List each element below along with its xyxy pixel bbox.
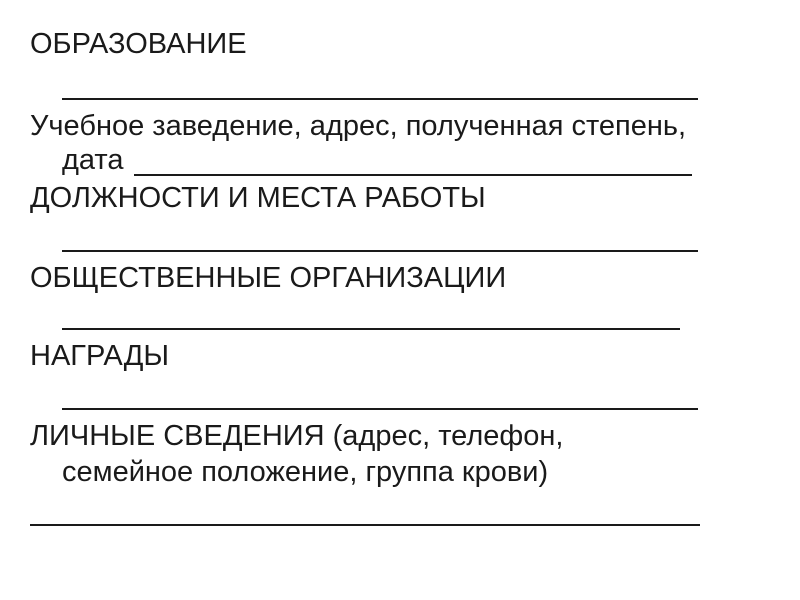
date-label: дата xyxy=(62,144,124,176)
personal-info-details: семейное положение, группа крови) xyxy=(62,456,549,488)
awards-fill-line xyxy=(62,408,698,410)
personal-info-heading: ЛИЧНЫЕ СВЕДЕНИЯ (адрес, телефон, xyxy=(30,420,564,452)
positions-fill-line xyxy=(62,250,698,252)
education-heading: ОБРАЗОВАНИЕ xyxy=(30,28,247,60)
positions-heading: ДОЛЖНОСТИ И МЕСТА РАБОТЫ xyxy=(30,182,486,214)
personal-info-fill-line xyxy=(30,524,700,526)
institution-label: Учебное заведение, адрес, полученная степень, xyxy=(30,110,687,142)
awards-heading: НАГРАДЫ xyxy=(30,340,170,372)
education-fill-line xyxy=(62,98,698,100)
date-fill-line xyxy=(134,174,692,176)
organizations-fill-line xyxy=(62,328,680,330)
organizations-heading: ОБЩЕСТВЕННЫЕ ОРГАНИЗАЦИИ xyxy=(30,262,507,294)
